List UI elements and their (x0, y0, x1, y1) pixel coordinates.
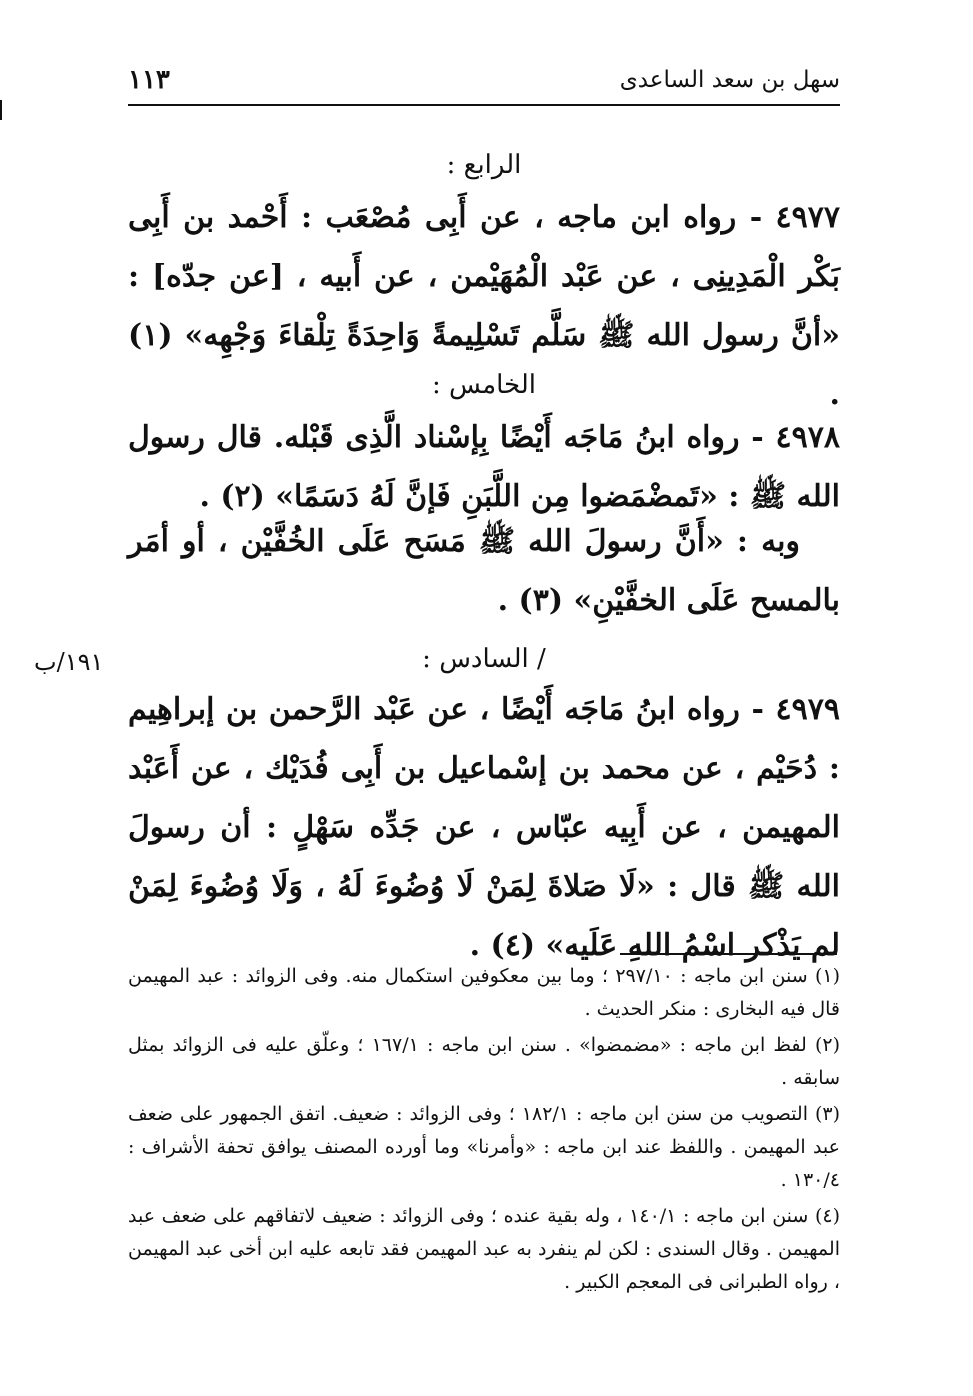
margin-tick (0, 100, 2, 120)
manuscript-folio-note: ١٩١/ب (34, 648, 104, 676)
running-header (128, 60, 840, 100)
section-title-sixth: / السادس : (422, 644, 546, 674)
hadith-number: ٤٩٧٩ - (751, 692, 840, 727)
footnote-1: (١) سنن ابن ماجه : ٢٩٧/١٠ ؛ وما بين معكوفين استكمال منه. وفى الزوائد : عبد المهيمن قال فيه البخارى : منكر الحديث . (128, 965, 841, 1020)
hadith-text: رواه ابن ماجه ، عن أَبِى مُصْعَب : أَحْمد بن أَبِى بَكْر الْمَدِينِى ، عن عَبْد الْمُهَيْمن ، عن أَبيه ، [عن جدّه] : «أنَّ رسول الله ﷺ سَلَّم تَسْلِيمةً وَاحِدَةً تِلْقاءَ وَجْهِه» (١) . (128, 200, 840, 412)
hadith-number: ٤٩٧٧ - (749, 200, 840, 235)
hadith-text: رواه ابنُ مَاجَه أَيْضًا بِإسْناد الَّذِى قَبْله. قال رسول الله ﷺ : «تَمضْمَضوا مِن اللَّبَنِ فَإنَّ لَهُ دَسَمًا» (٢) . (128, 420, 840, 514)
hadith-4978 (128, 408, 840, 526)
section-title-fifth: الخامس : (432, 370, 536, 400)
hadith-text: رواه ابنُ مَاجَه أَيْضًا ، عن عَبْد الرَّحمن بن إبراهِيم : دُحَيْم ، عن محمد بن إسْماعيل بن أَبِى فُدَيْك ، عن أَعَبْد المهيمن ، عن أَبِيه عبّاس ، عن جَدِّه سَهْلٍ : أن رسولَ الله ﷺ قال : «لَا صَلاةَ لِمَنْ لَا وُضُوءَ لَهُ ، وَلَا وُضُوءَ لِمَنْ لم يَذْكر اسْمُ اللهِ عَلَيه» (٤) . (128, 692, 840, 963)
page-number: ١١٣ (128, 65, 170, 95)
header-rule (128, 104, 840, 106)
hadith-4978-continuation (128, 512, 840, 630)
footnote-3: (٣) التصويب من سنن ابن ماجه : ١٨٢/١ ؛ وفى الزوائد : ضعيف. اتفق الجمهور على ضعف عبد المهيمن . واللفظ عند ابن ماجه : «وأمرنا» وما أورده المصنف يوافق تحفة الأشراف : ١٣٠/٤ . (128, 1103, 840, 1191)
hadith-text: وبه : «أَنَّ رسولَ الله ﷺ مَسَح عَلَى الخُفَّيْن ، أو أمَر بالمسح عَلَى الخفَّيْنِ» (٣) . (128, 524, 840, 618)
footnote-rule (620, 953, 837, 955)
hadith-4979 (128, 680, 840, 975)
section-title-fourth: الرابع : (446, 150, 522, 180)
hadith-number: ٤٩٧٨ - (751, 420, 840, 455)
footnote-2: (٢) لفظ ابن ماجه : «مضمضوا» . سنن ابن ماجه : ١٦٧/١ ؛ وعلّق عليه فى الزوائد بمثل سابقه . (128, 1034, 840, 1089)
footnotes (128, 960, 840, 1302)
footnote-4: (٤) سنن ابن ماجه : ١٤٠/١ ، وله بقية عنده ؛ وفى الزوائد : ضعيف لاتفاقهم على ضعف عبد المهيمن . وقال السندى : لكن لم ينفرد به عبد المهيمن فقد تابعه عليه ابن أخى عبد المهيمن ، رواه الطبرانى فى المعجم الكبير . (128, 1205, 840, 1293)
header-title: سهل بن سعد الساعدى (619, 67, 840, 93)
